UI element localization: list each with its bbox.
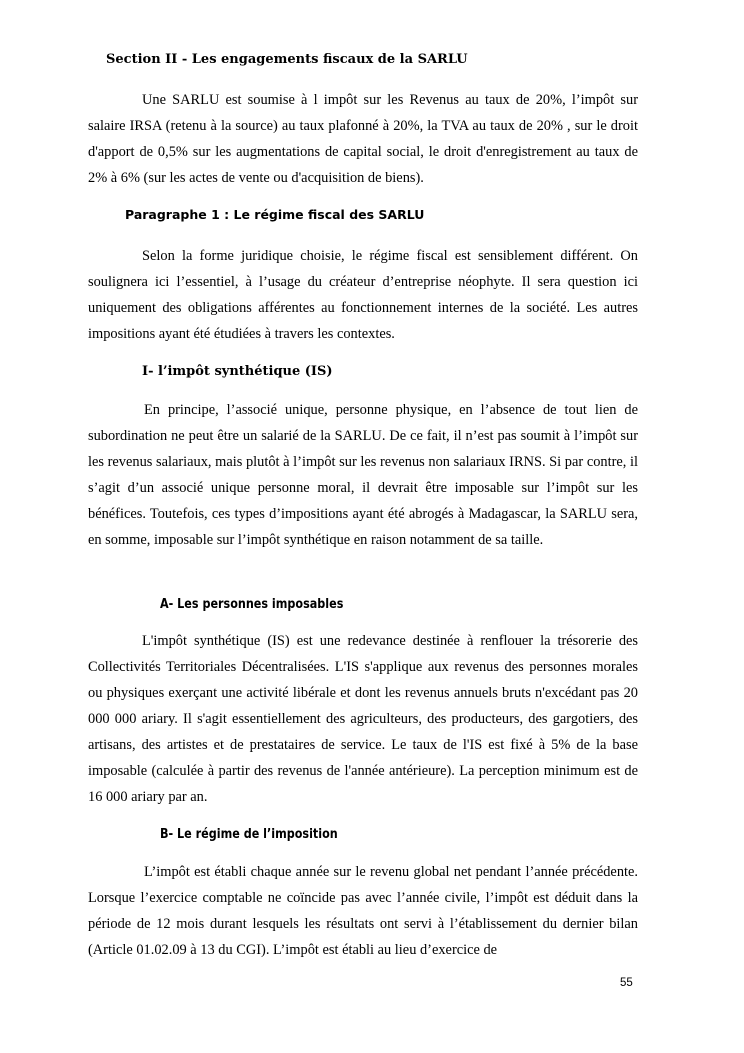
section-title: Section II - Les engagements fiscaux de la SARLU — [106, 52, 468, 67]
text-a: L'impôt synthétique (IS) est une redevance destinée à renflouer la trésorerie des Collectivités Territoriales Décentralisées. L'IS s'applique aux revenus des personnes morales ou physiques exerçant une activité libérale et dont les revenus annuels bruts n'excédant pas 20 000 000 ariary. Il s'agit essentiellement des agriculteurs, des producteurs, des gargotiers, des artisans, des artistes et de prestataires de service. Le taux de l'IS est fixé à 5% de la base imposable (calculée à partir des revenus de l'année antérieure). La perception minimum est de 16 000 ariary par an. — [88, 633, 638, 805]
subsection-title: I- l’impôt synthétique (IS) — [142, 364, 333, 379]
heading-a: A- Les personnes imposables — [160, 597, 344, 612]
heading-b: B- Le régime de l’imposition — [160, 827, 338, 842]
intro-paragraph: Une SARLU est soumise à l impôt sur les Revenus au taux de 20%, l’impôt sur salaire IRSA (retenu à la source) au taux plafonné à 20%, la TVA au taux de 20% , sur le droit d'apport de 0,5% sur les augmentations de capital social, le droit d'enregistrement au taux de 2% à 6% (sur les actes de vente ou d'acquisition de biens). — [88, 92, 638, 186]
text-b: L’impôt est établi chaque année sur le revenu global net pendant l’année précédente. Lorsque l’exercice comptable ne coïncide pas avec l’année civile, l’impôt est déduit dans la période de 12 mois durant lesquels les résultats ont servi à l’établissement du dernier bilan (Article 01.02.09 à 13 du CGI). L’impôt est établi au lieu d’exercice de — [88, 864, 638, 958]
page-number: 55 — [620, 977, 633, 989]
paragraph-1-text: Selon la forme juridique choisie, le régime fiscal est sensiblement différent. On soulignera ici l’essentiel, à l’usage du créateur d’entreprise néophyte. Il sera question ici uniquement des obligations afférentes au fonctionnement internes de la société. Les autres impositions ayant été étudiées à travers les contextes. — [88, 248, 638, 342]
paragraph-title: Paragraphe 1 : Le régime fiscal des SARLU — [125, 207, 425, 222]
subsection-text: En principe, l’associé unique, personne physique, en l’absence de tout lien de subordination ne peut être un salarié de la SARLU. De ce fait, il n’est pas soumit à l’impôt sur les revenus salariaux, mais plutôt à l’impôt sur les revenus non salariaux IRNS. Si par contre, il s’agit d’un associé unique personne moral, il devrait être imposable sur l’impôt sur les bénéfices. Toutefois, ces types d’impositions ayant été abrogés à Madagascar, la SARLU sera, en somme, imposable sur l’impôt synthétique en raison notamment de sa taille. — [88, 402, 638, 548]
